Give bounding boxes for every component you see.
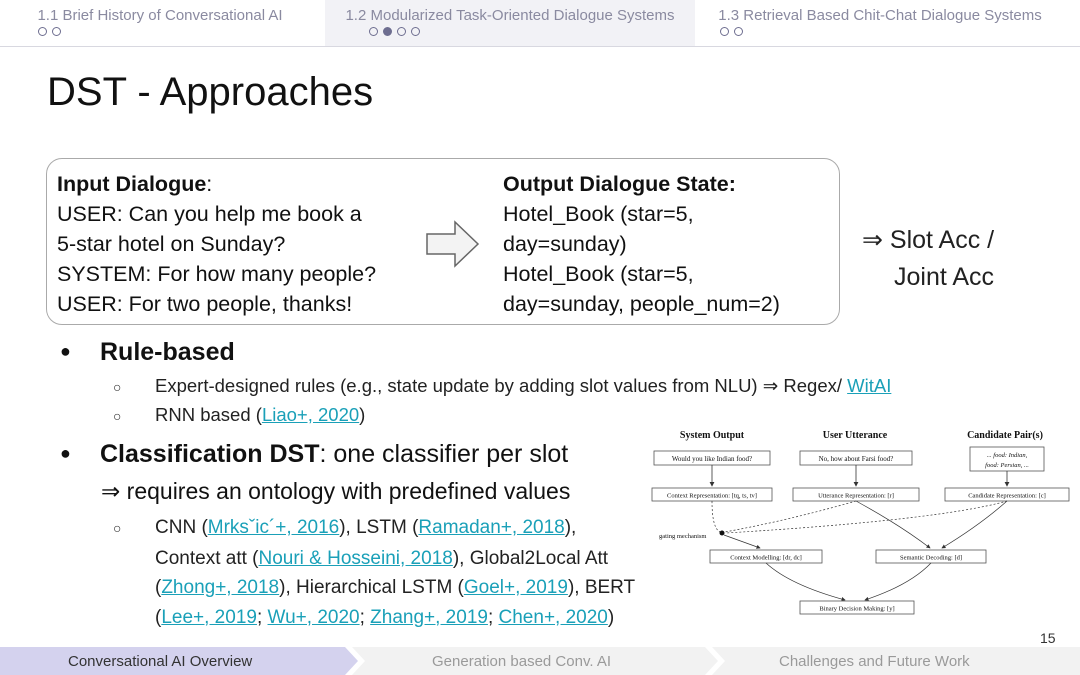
semantic-decoding-label: Semantic Decoding: [d] bbox=[899, 554, 963, 562]
citation-text: ), BERT bbox=[567, 577, 636, 598]
citation-text: ( bbox=[155, 577, 162, 598]
citation-text: ; bbox=[359, 606, 371, 628]
nav-section-modularized[interactable] bbox=[325, 0, 695, 46]
sub-bullet-icon: ○ bbox=[113, 408, 122, 424]
binary-decision-label: Binary Decision Making: [y] bbox=[819, 605, 895, 613]
citation-text: ), Global2Local Att bbox=[452, 547, 609, 569]
bullet-heading: Classification DST bbox=[100, 440, 320, 468]
citation-link[interactable]: Zhong+, 2018 bbox=[161, 577, 280, 598]
section-navigation bbox=[0, 0, 1080, 47]
nav-section-retrieval[interactable] bbox=[700, 0, 1060, 46]
sub-bullet-text: ) bbox=[359, 404, 366, 425]
citation-text: ), Hierarchical LSTM ( bbox=[279, 577, 464, 598]
citation-link[interactable]: Wu+, 2020 bbox=[267, 606, 360, 628]
models-line bbox=[155, 517, 576, 538]
bullet-dot: ● bbox=[60, 341, 71, 361]
sub-bullet-text: RNN based ( bbox=[155, 404, 262, 425]
diagram-header: System Output bbox=[679, 430, 745, 441]
sub-bullet-icon: ○ bbox=[113, 379, 122, 395]
gating-label: gating mechanism bbox=[659, 533, 707, 540]
footer-navigation bbox=[0, 647, 1080, 675]
state-line: day=sunday, people_num=2) bbox=[503, 292, 780, 316]
footer-tab-challenges[interactable]: Challenges and Future Work bbox=[779, 653, 970, 670]
models-line bbox=[113, 544, 635, 574]
sub-bullet-models bbox=[113, 513, 635, 632]
sub-bullet-expert-rules bbox=[113, 375, 891, 397]
input-dialogue bbox=[57, 169, 376, 319]
diagram-header: Candidate Pair(s) bbox=[967, 430, 1043, 441]
citation-text: ; bbox=[256, 606, 268, 628]
sub-bullet-rnn bbox=[113, 404, 365, 426]
input-dialogue-colon: : bbox=[206, 172, 213, 196]
bullet-rule-based bbox=[60, 338, 235, 367]
progress-dots bbox=[369, 27, 420, 36]
state-line: Hotel_Book (star=5, bbox=[503, 202, 694, 226]
citation-link[interactable]: Lee+, 2019 bbox=[161, 606, 257, 628]
citation-link[interactable]: Goel+, 2019 bbox=[463, 577, 568, 598]
flow-arrow bbox=[865, 563, 931, 600]
citation-link[interactable]: Mrksˇic´+, 2016 bbox=[207, 517, 340, 538]
progress-dot[interactable] bbox=[383, 27, 392, 36]
progress-dot[interactable] bbox=[734, 27, 743, 36]
models-line bbox=[113, 573, 635, 603]
candidate-representation-label: Candidate Representation: [c] bbox=[968, 492, 1046, 500]
citation-link[interactable]: Zhang+, 2019 bbox=[370, 606, 488, 628]
citation-text: ), bbox=[564, 517, 577, 538]
bullet-heading: Rule-based bbox=[100, 338, 235, 366]
input-dialogue-heading: Input Dialogue bbox=[57, 172, 207, 196]
gating-node bbox=[720, 531, 725, 536]
bullet-classification bbox=[60, 440, 568, 469]
ontology-requirement: ⇒ requires an ontology with predefined values bbox=[101, 478, 571, 504]
state-line: day=sunday) bbox=[503, 232, 627, 256]
output-dialogue-heading: Output Dialogue State: bbox=[503, 172, 736, 196]
progress-dot[interactable] bbox=[38, 27, 47, 36]
metric-line: ⇒ Slot Acc / bbox=[862, 226, 995, 254]
bullet-text: : one classifier per slot bbox=[319, 440, 569, 468]
citation-link[interactable]: Nouri & Hosseini, 2018 bbox=[258, 547, 453, 569]
citation-text: CNN ( bbox=[155, 517, 208, 538]
citation-text: Context att ( bbox=[155, 547, 259, 569]
progress-dot[interactable] bbox=[369, 27, 378, 36]
diagram-header: User Utterance bbox=[822, 430, 888, 441]
context-modelling-label: Context Modelling: [dr, dc] bbox=[730, 554, 802, 562]
citation-text: ; bbox=[487, 606, 499, 628]
progress-dot[interactable] bbox=[720, 27, 729, 36]
citation-link[interactable]: Ramadan+, 2018 bbox=[418, 517, 565, 538]
footer-tab-generation[interactable]: Generation based Conv. AI bbox=[432, 653, 612, 670]
citation-link[interactable]: Liao+, 2020 bbox=[261, 404, 360, 425]
output-dialogue-state bbox=[503, 169, 780, 319]
right-arrow-icon bbox=[425, 219, 481, 269]
nav-section-label: 1.3 Retrieval Based Chit-Chat Dialogue Systems bbox=[718, 7, 1042, 24]
flow-arrow bbox=[856, 501, 930, 548]
sub-bullet-icon: ○ bbox=[113, 520, 122, 536]
flow-arrow bbox=[726, 501, 1007, 533]
metric-line: Joint Acc bbox=[894, 263, 995, 291]
footer-tab-overview[interactable]: Conversational AI Overview bbox=[68, 653, 253, 670]
system-output-text: Would you like Indian food? bbox=[671, 455, 753, 463]
nav-section-label: 1.1 Brief History of Conversational AI bbox=[37, 7, 283, 24]
utterance-representation-label: Utterance Representation: [r] bbox=[818, 492, 894, 500]
dialogue-line: 5-star hotel on Sunday? bbox=[57, 232, 286, 256]
citation-link[interactable]: Chen+, 2020 bbox=[498, 606, 608, 628]
architecture-diagram bbox=[640, 420, 1070, 620]
models-line bbox=[113, 603, 635, 633]
flow-arrow bbox=[725, 501, 856, 532]
page-number: 15 bbox=[1040, 630, 1056, 646]
nav-section-label: 1.2 Modularized Task-Oriented Dialogue Systems bbox=[345, 7, 675, 24]
citation-text: ( bbox=[155, 606, 162, 628]
witai-link[interactable]: WitAI bbox=[847, 375, 892, 396]
sub-bullet-text: Expert-designed rules (e.g., state update by adding slot values from NLU) ⇒ Regex/ bbox=[155, 375, 848, 396]
flow-arrow bbox=[724, 535, 760, 548]
nav-section-brief-history[interactable] bbox=[0, 0, 320, 46]
user-utterance-text: No, how about Farsi food? bbox=[818, 455, 894, 463]
progress-dot[interactable] bbox=[397, 27, 406, 36]
flow-arrow bbox=[712, 501, 720, 532]
progress-dot[interactable] bbox=[52, 27, 61, 36]
dialogue-line: USER: For two people, thanks! bbox=[57, 292, 353, 316]
flow-arrow bbox=[766, 563, 845, 600]
progress-dot[interactable] bbox=[411, 27, 420, 36]
context-representation-label: Context Representation: [tq, ts, tv] bbox=[667, 492, 757, 500]
page-title: DST - Approaches bbox=[47, 70, 374, 114]
dialogue-line: USER: Can you help me book a bbox=[57, 202, 362, 226]
citation-text: ), LSTM ( bbox=[339, 517, 419, 538]
evaluation-metric bbox=[862, 222, 994, 296]
progress-dots bbox=[38, 27, 61, 36]
dialogue-line: SYSTEM: For how many people? bbox=[57, 262, 377, 286]
dialogue-example-box bbox=[46, 158, 840, 325]
state-line: Hotel_Book (star=5, bbox=[503, 262, 694, 286]
progress-dots bbox=[720, 27, 743, 36]
candidate-pair-text: food: Persian, ... bbox=[985, 462, 1029, 469]
bullet-dot: ● bbox=[60, 443, 71, 463]
citation-text: ) bbox=[607, 606, 615, 628]
candidate-pair-text: ... food: Indian, bbox=[986, 452, 1028, 459]
